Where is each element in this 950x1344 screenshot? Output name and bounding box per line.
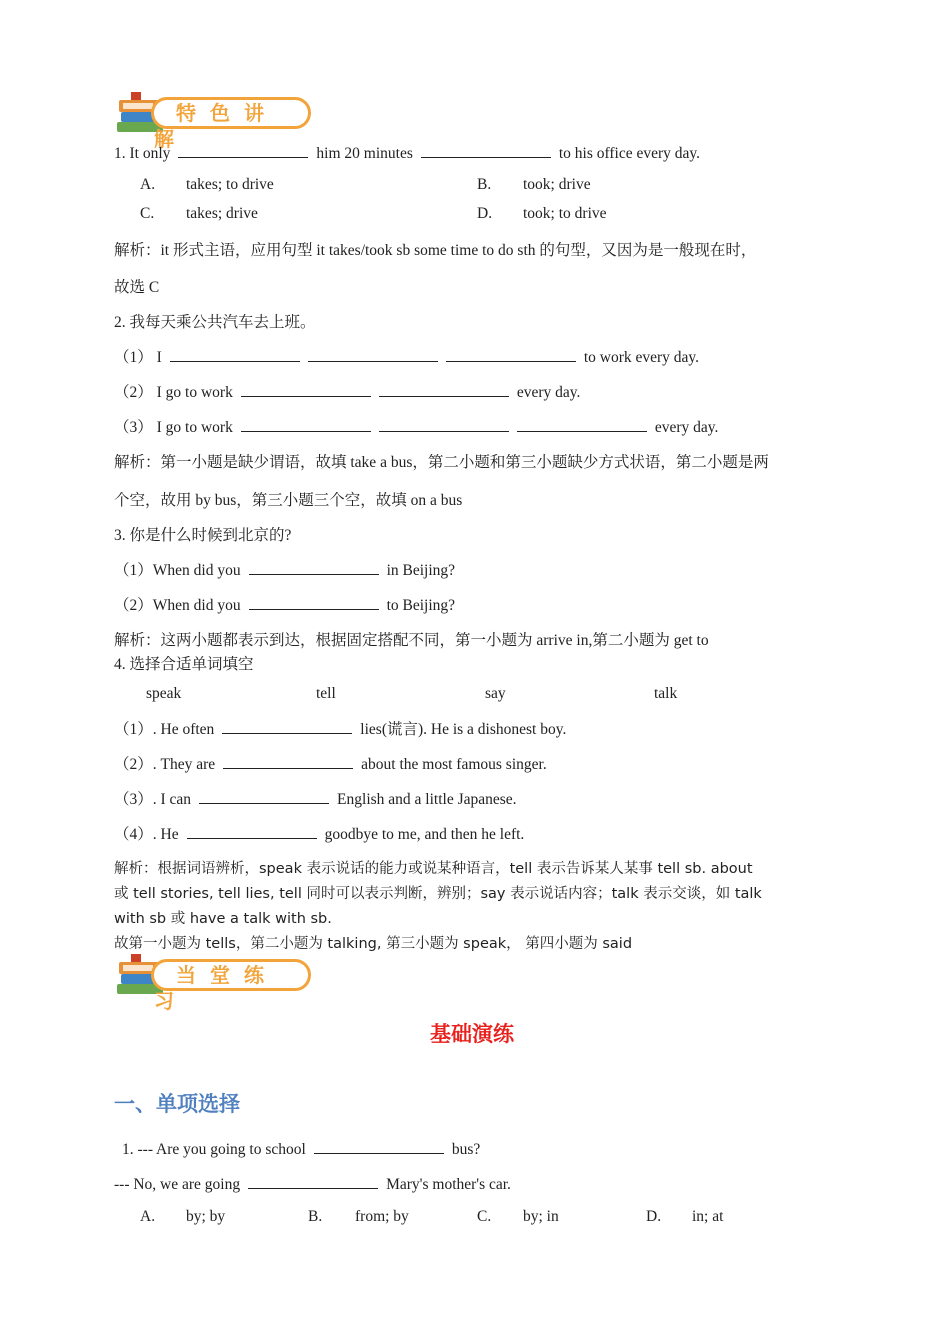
q1-option-d-text: took; to drive — [523, 205, 607, 222]
q2-p3-blank-2[interactable] — [379, 419, 509, 432]
banner-feature-explanation — [113, 90, 309, 151]
ex1-option-c-text: by; in — [523, 1208, 559, 1225]
section-title: 基础演练 — [430, 1022, 514, 1046]
q2-p1-blank-3[interactable] — [446, 349, 576, 362]
q2-p3-blank-1[interactable] — [241, 419, 371, 432]
q4-p3-blank[interactable] — [199, 791, 329, 804]
q1-analysis-line1: 解析：it 形式主语，应用句型 it takes/took sb some time to do sth 的句型，又因为是一般现在时， — [114, 242, 757, 259]
banner-label: 当堂练习 — [151, 959, 311, 991]
q1-option-d[interactable]: D. — [477, 205, 493, 222]
q2-part1: （1） I to work every day. — [114, 349, 700, 366]
q3-part1: （1）When did you in Beijing? — [114, 562, 456, 579]
q4-word-speak: speak — [146, 685, 182, 702]
q4-part4: （4）. He goodbye to me, and then he left. — [114, 826, 525, 843]
q4-p1-blank[interactable] — [222, 721, 352, 734]
q2-p1-blank-1[interactable] — [170, 349, 300, 362]
q2-p3-blank-3[interactable] — [517, 419, 647, 432]
q4-p2-blank[interactable] — [223, 756, 353, 769]
q4-analysis-line3: with sb 或 have a talk with sb. — [114, 911, 332, 927]
q3-p2-blank[interactable] — [249, 597, 379, 610]
q1-option-b-text: took; drive — [523, 176, 591, 193]
q2-part3: （3） I go to work every day. — [114, 419, 719, 436]
q2-p2-blank-2[interactable] — [379, 384, 509, 397]
q4-p4-blank[interactable] — [187, 826, 317, 839]
q1-blank-1[interactable] — [178, 145, 308, 158]
q4-part3: （3）. I can English and a little Japanese. — [114, 791, 517, 808]
ex1-blank-1[interactable] — [314, 1141, 444, 1154]
q2-analysis-line2: 个空，故用 by bus，第三小题三个空，故填 on a bus — [114, 492, 463, 509]
q1-stem: 1. It only him 20 minutes to his office every day. — [114, 145, 701, 162]
q4-analysis-line1: 解析：根据词语辨析，speak 表示说话的能力或说某种语言，tell 表示告诉某人某事 tell sb. about — [114, 861, 753, 877]
q1-option-c[interactable]: C. — [140, 205, 155, 222]
ex1-line1: 1. --- Are you going to school bus? — [122, 1141, 481, 1158]
q2-part2: （2） I go to work every day. — [114, 384, 581, 401]
q1-option-a[interactable]: A. — [140, 176, 156, 193]
q3-analysis: 解析：这两小题都表示到达，根据固定搭配不同，第一小题为 arrive in,第二小题为 get to — [114, 632, 709, 649]
q3-part2: （2）When did you to Beijing? — [114, 597, 456, 614]
q4-analysis-line2: 或 tell stories, tell lies, tell 同时可以表示判断，辨别；say 表示说话内容；talk 表示交谈，如 talk — [114, 886, 762, 902]
q1-option-b[interactable]: B. — [477, 176, 492, 193]
q1-analysis-line2: 故选 C — [114, 279, 160, 296]
q1-option-a-text: takes; to drive — [186, 176, 274, 193]
ex1-option-d[interactable]: D. — [646, 1208, 662, 1225]
ex1-line2: --- No, we are going Mary's mother's car. — [114, 1176, 511, 1193]
q4-word-tell: tell — [316, 685, 336, 702]
q2-title: 2. 我每天乘公共汽车去上班。 — [114, 314, 316, 331]
ex1-option-c[interactable]: C. — [477, 1208, 492, 1225]
banner-class-practice — [113, 952, 309, 1013]
q1-blank-2[interactable] — [421, 145, 551, 158]
q4-word-say: say — [485, 685, 506, 702]
q1-option-c-text: takes; drive — [186, 205, 258, 222]
q3-title: 3. 你是什么时候到北京的? — [114, 527, 292, 544]
ex1-option-d-text: in; at — [692, 1208, 724, 1225]
q2-p1-blank-2[interactable] — [308, 349, 438, 362]
ex1-option-a[interactable]: A. — [140, 1208, 156, 1225]
ex1-option-b-text: from; by — [355, 1208, 409, 1225]
ex1-option-a-text: by; by — [186, 1208, 226, 1225]
q2-p2-blank-1[interactable] — [241, 384, 371, 397]
ex1-option-b[interactable]: B. — [308, 1208, 323, 1225]
q2-analysis-line1: 解析：第一小题是缺少谓语，故填 take a bus，第二小题和第三小题缺少方式状语，第二小题是两 — [114, 454, 769, 471]
section-heading: 一、单项选择 — [114, 1092, 240, 1116]
q4-title: 4. 选择合适单词填空 — [114, 656, 254, 673]
q4-part2: （2）. They are about the most famous singer. — [114, 756, 547, 773]
banner-label: 特色讲解 — [151, 97, 311, 129]
q4-part1: （1）. He often lies(谎言). He is a dishonest boy. — [114, 721, 567, 738]
q4-word-talk: talk — [654, 685, 678, 702]
q3-p1-blank[interactable] — [249, 562, 379, 575]
ex1-blank-2[interactable] — [248, 1176, 378, 1189]
q4-analysis-line4: 故第一小题为 tells，第二小题为 talking, 第三小题为 speak， 第四小题为 said — [114, 936, 633, 952]
